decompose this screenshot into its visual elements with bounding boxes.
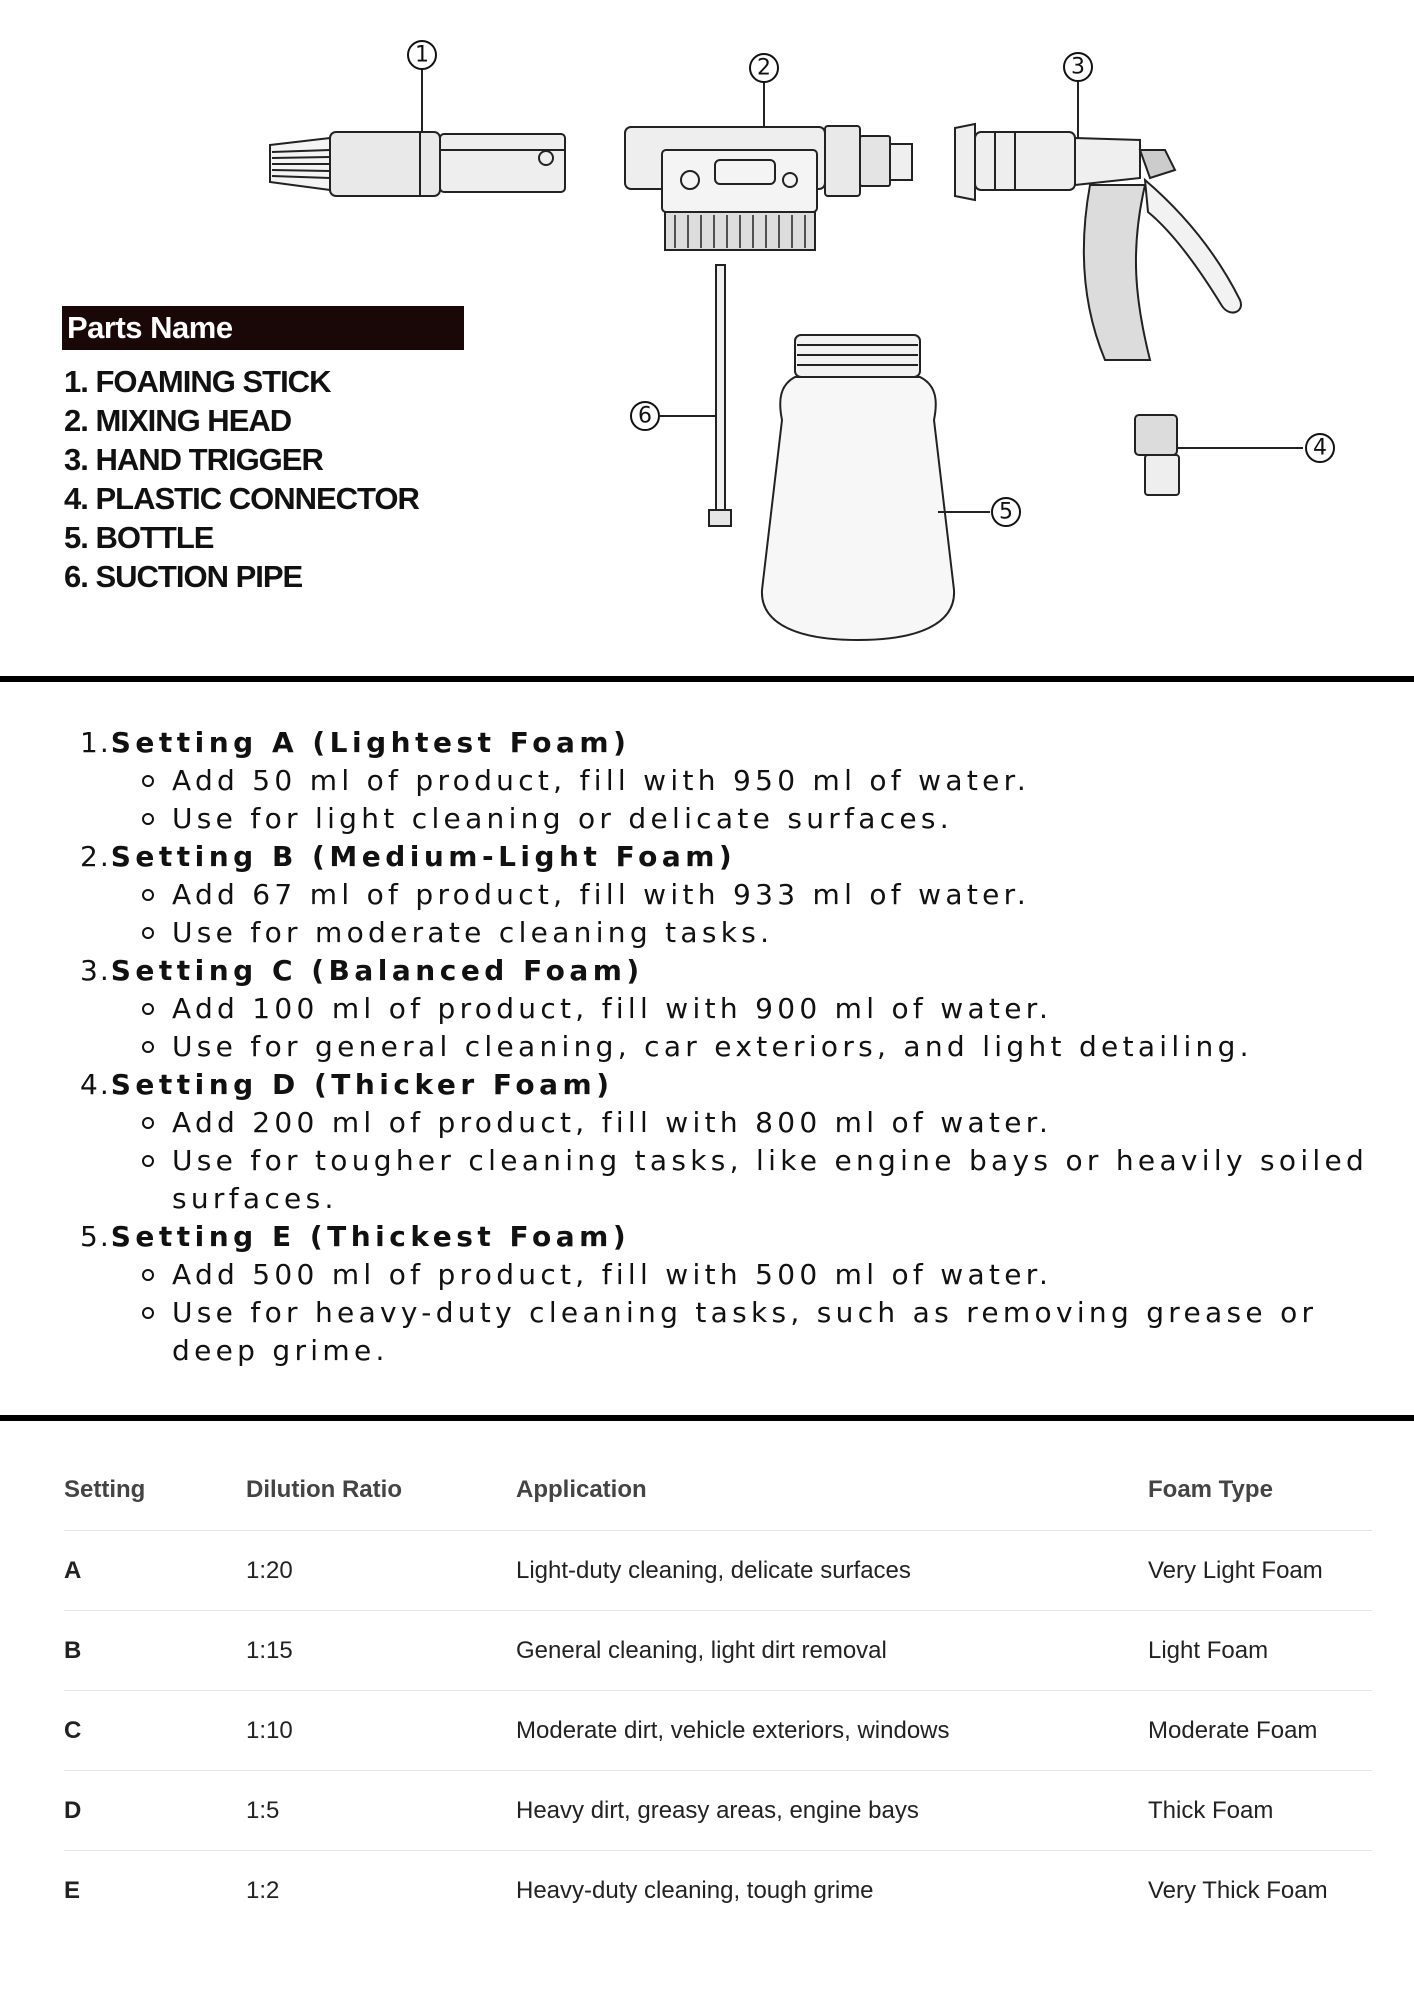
- parts-list: [64, 362, 419, 596]
- cell-dilution: 1:10: [246, 1716, 293, 1744]
- mixing-head-drawing: [625, 82, 912, 250]
- callout-3: 3: [1071, 54, 1085, 80]
- setting-d: [80, 1066, 1380, 1218]
- cell-application: Heavy dirt, greasy areas, engine bays: [516, 1796, 919, 1824]
- callout-6: 6: [638, 403, 652, 429]
- column-header-application: Application: [516, 1476, 647, 1503]
- parts-list-item: 2. MIXING HEAD: [64, 403, 292, 438]
- bottle-drawing: [762, 335, 990, 640]
- table-row: [64, 1691, 1372, 1771]
- callout-4: 4: [1313, 435, 1327, 461]
- cell-foam-type: Very Thick Foam: [1148, 1876, 1328, 1904]
- setting-bullet: Add 200 ml of product, fill with 800 ml of water.: [80, 1104, 1380, 1142]
- column-header-foam-type: Foam Type: [1148, 1476, 1273, 1503]
- plastic-connector-drawing: [1135, 415, 1303, 495]
- setting-title: [80, 1066, 1380, 1104]
- setting-title-text: Setting E (Thickest Foam): [110, 1220, 631, 1253]
- setting-bullet: Use for tougher cleaning tasks, like engine bays or heavily soiled surfaces.: [80, 1142, 1380, 1218]
- suction-pipe-drawing: [660, 265, 731, 526]
- table-row: [64, 1531, 1372, 1611]
- parts-list-item: 5. BOTTLE: [64, 520, 214, 555]
- cell-foam-type: Moderate Foam: [1148, 1716, 1318, 1744]
- cell-setting: D: [64, 1796, 82, 1824]
- setting-title-text: Setting B (Medium-Light Foam): [110, 840, 737, 873]
- setting-bullet: Use for light cleaning or delicate surfaces.: [80, 800, 1380, 838]
- setting-bullet: Use for general cleaning, car exteriors, and light detailing.: [80, 1028, 1380, 1066]
- setting-bullet: Add 50 ml of product, fill with 950 ml of water.: [80, 762, 1380, 800]
- settings-list: [80, 724, 1380, 1370]
- cell-foam-type: Very Light Foam: [1148, 1556, 1323, 1584]
- parts-name-header: Parts Name: [62, 306, 464, 350]
- cell-application: Heavy-duty cleaning, tough grime: [516, 1876, 874, 1904]
- foaming-stick-drawing: [270, 55, 565, 196]
- setting-number: 4.: [80, 1068, 111, 1101]
- section-divider: [0, 1415, 1414, 1421]
- cell-dilution: 1:2: [246, 1876, 280, 1904]
- setting-title-text: Setting D (Thicker Foam): [110, 1068, 614, 1101]
- setting-title: [80, 1218, 1380, 1256]
- setting-b: [80, 838, 1380, 952]
- parts-list-item: 6. SUCTION PIPE: [64, 559, 303, 594]
- cell-setting: C: [64, 1716, 82, 1744]
- dilution-table: [64, 1450, 1372, 1930]
- cell-foam-type: Light Foam: [1148, 1636, 1269, 1664]
- setting-e: [80, 1218, 1380, 1370]
- setting-c: [80, 952, 1380, 1066]
- parts-list-item: 1. FOAMING STICK: [64, 364, 331, 399]
- cell-dilution: 1:20: [246, 1556, 293, 1584]
- cell-application: Light-duty cleaning, delicate surfaces: [516, 1556, 911, 1584]
- cell-dilution: 1:15: [246, 1636, 293, 1664]
- setting-title-text: Setting A (Lightest Foam): [110, 726, 631, 759]
- cell-setting: B: [64, 1636, 82, 1664]
- cell-foam-type: Thick Foam: [1148, 1796, 1274, 1824]
- table-row: [64, 1771, 1372, 1851]
- table-row: [64, 1611, 1372, 1691]
- parts-list-item: 4. PLASTIC CONNECTOR: [64, 481, 419, 516]
- setting-bullets: [80, 1104, 1380, 1218]
- setting-bullet: Use for moderate cleaning tasks.: [80, 914, 1380, 952]
- setting-bullets: [80, 876, 1380, 952]
- section-divider: [0, 676, 1414, 682]
- cell-application: Moderate dirt, vehicle exteriors, windows: [516, 1716, 950, 1744]
- callout-5: 5: [999, 499, 1013, 525]
- setting-bullet: Use for heavy-duty cleaning tasks, such as removing grease or deep grime.: [80, 1294, 1380, 1370]
- callout-2: 2: [757, 55, 771, 81]
- cell-application: General cleaning, light dirt removal: [516, 1636, 887, 1664]
- setting-title: [80, 724, 1380, 762]
- hand-trigger-drawing: [955, 82, 1241, 360]
- setting-bullets: [80, 990, 1380, 1066]
- setting-title: [80, 838, 1380, 876]
- setting-bullet: Add 100 ml of product, fill with 900 ml of water.: [80, 990, 1380, 1028]
- setting-title-text: Setting C (Balanced Foam): [110, 954, 644, 987]
- setting-bullets: [80, 1256, 1380, 1370]
- setting-bullet: Add 67 ml of product, fill with 933 ml of water.: [80, 876, 1380, 914]
- parts-list-item: 3. HAND TRIGGER: [64, 442, 323, 477]
- callout-1: 1: [415, 42, 429, 68]
- table-header-row: [64, 1450, 1372, 1531]
- setting-bullet: Add 500 ml of product, fill with 500 ml of water.: [80, 1256, 1380, 1294]
- cell-dilution: 1:5: [246, 1796, 280, 1824]
- parts-diagram: [0, 0, 1414, 676]
- setting-number: 2.: [80, 840, 111, 873]
- setting-a: [80, 724, 1380, 838]
- column-header-dilution: Dilution Ratio: [246, 1476, 402, 1503]
- setting-number: 1.: [80, 726, 111, 759]
- column-header-setting: Setting: [64, 1476, 146, 1503]
- cell-setting: A: [64, 1556, 82, 1584]
- setting-number: 3.: [80, 954, 111, 987]
- setting-bullets: [80, 762, 1380, 838]
- table-row: [64, 1851, 1372, 1930]
- setting-number: 5.: [80, 1220, 111, 1253]
- cell-setting: E: [64, 1876, 81, 1904]
- setting-title: [80, 952, 1380, 990]
